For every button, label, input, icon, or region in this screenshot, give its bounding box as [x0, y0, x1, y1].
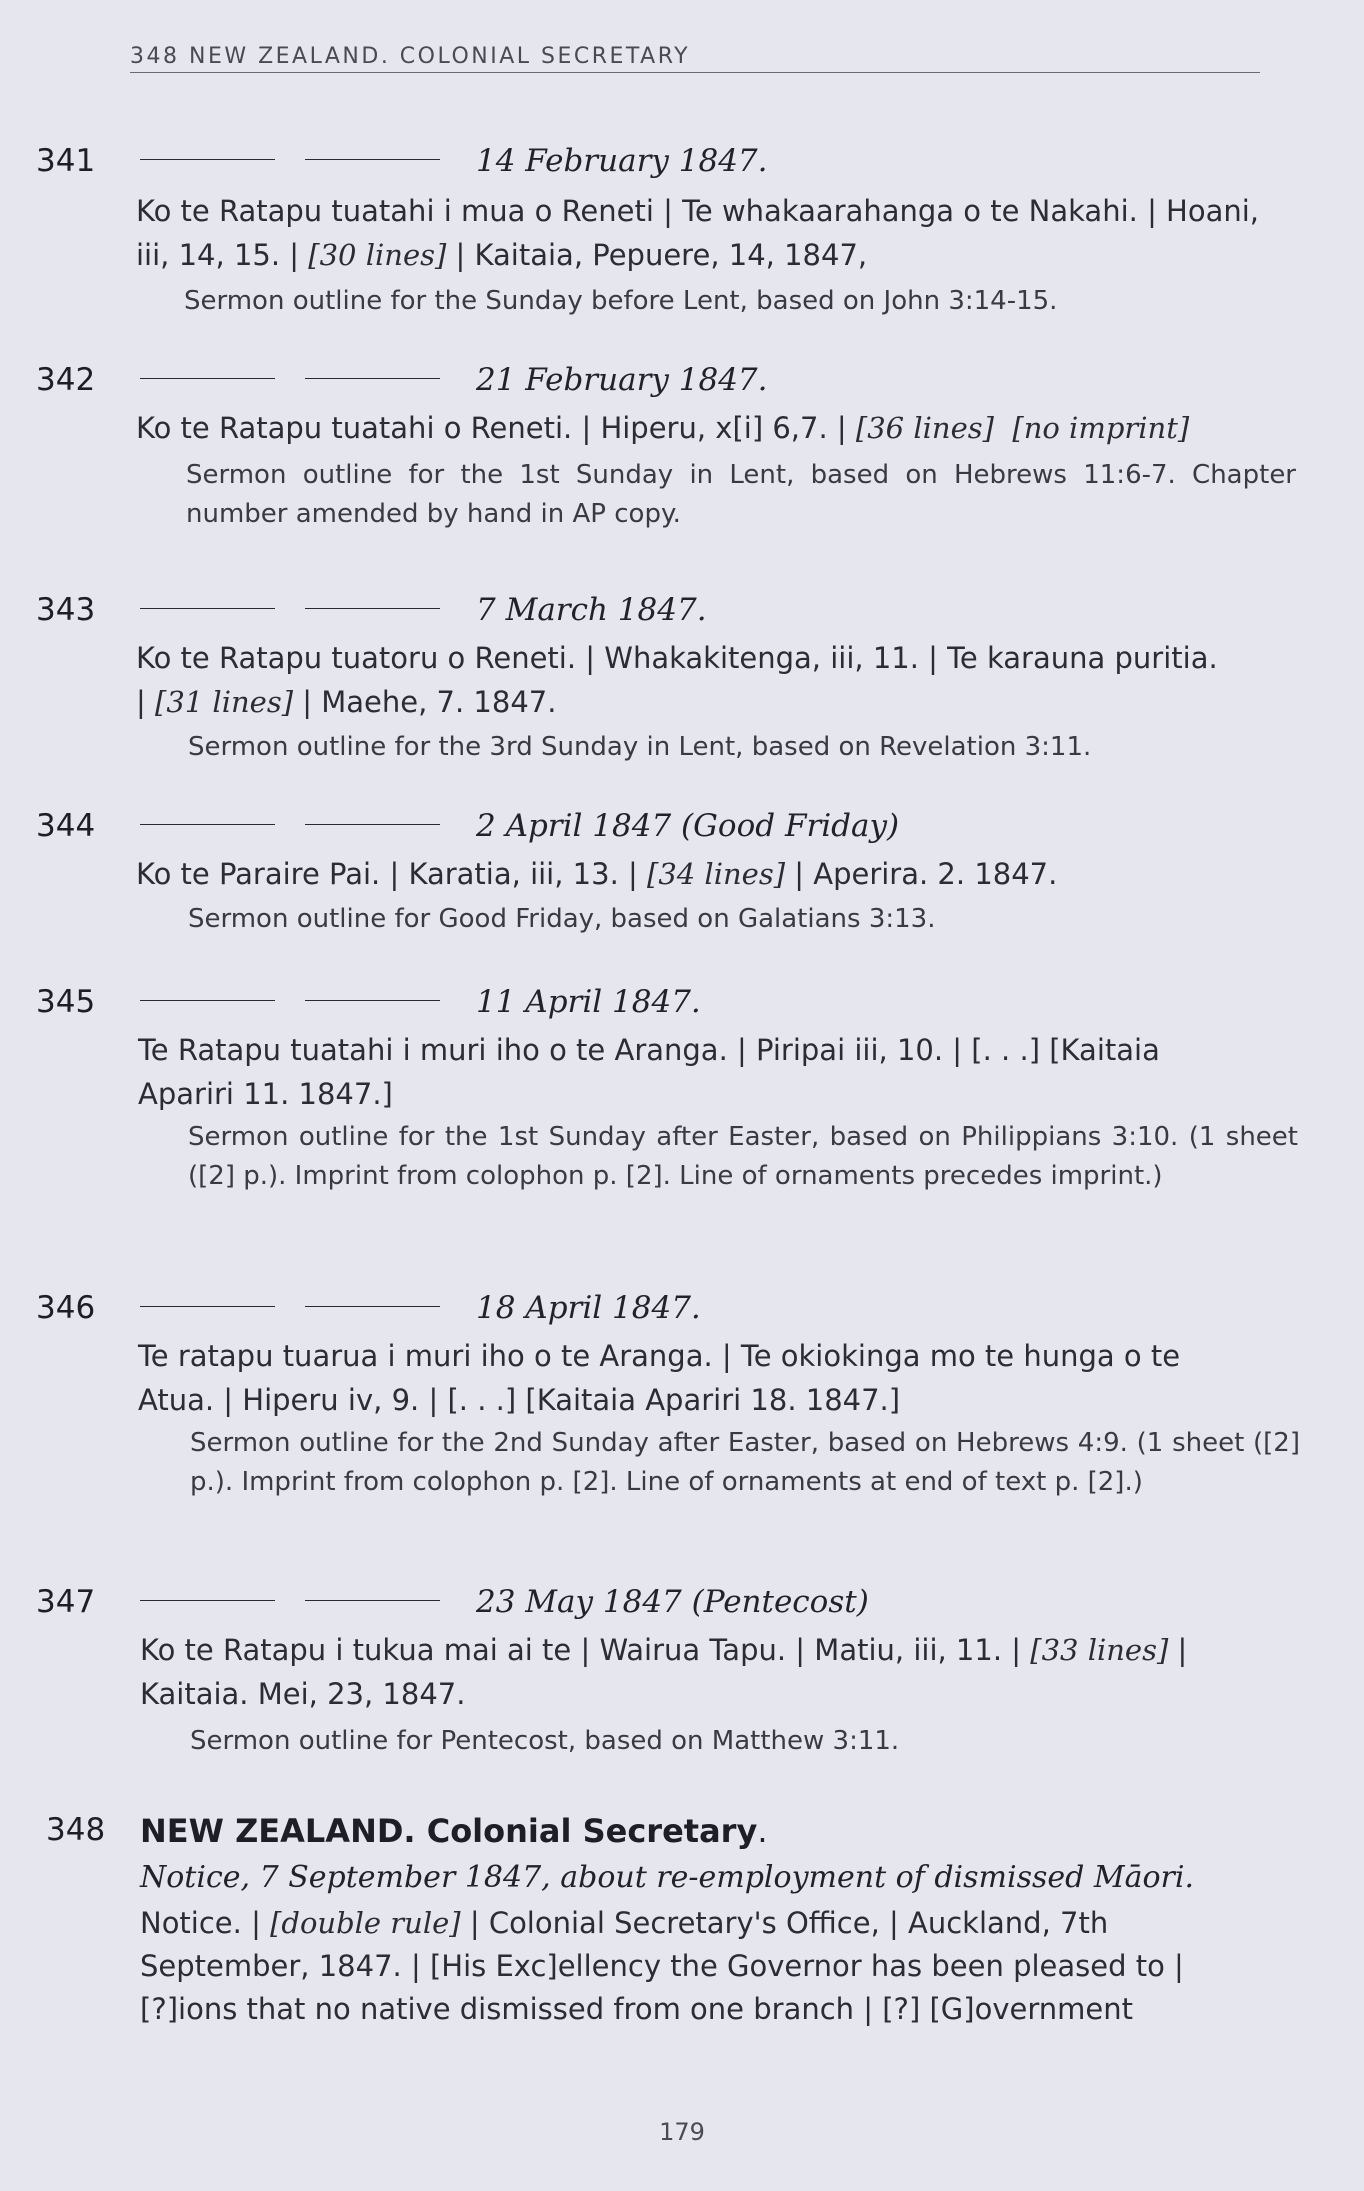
entry-date: 2 April 1847 (Good Friday): [476, 808, 900, 844]
running-head: 348 NEW ZEALAND. COLONIAL SECRETARY: [130, 44, 691, 69]
transcription-italic: [36 lines]: [855, 411, 994, 445]
transcription: [136, 189, 1286, 277]
repeat-dash: [140, 824, 275, 825]
entry-note: Sermon outline for the 1st Sunday in Lent, based on Hebrews 11:6-7. Chapter number amended by hand in AP copy.: [186, 460, 1296, 529]
transcription-text: Atua. | Hiperu iv, 9. | [. . .] [Kaitaia Apariri 18. 1847.]: [138, 1383, 901, 1417]
entry-number: 344: [36, 808, 96, 844]
entry-date: 23 May 1847 (Pentecost): [476, 1584, 869, 1620]
entry-note: Sermon outline for the Sunday before Lent, based on John 3:14-15.: [184, 286, 1058, 316]
repeat-dash: [305, 824, 440, 825]
repeat-dash: [305, 159, 440, 160]
entry-title-line: [140, 362, 1260, 402]
entry-note: Sermon outline for the 3rd Sunday in Lent, based on Revelation 3:11.: [188, 732, 1092, 762]
entry-date: 21 February 1847.: [476, 362, 768, 398]
transcription-italic: [34 lines]: [647, 857, 786, 891]
transcription-italic: [no imprint]: [1012, 411, 1190, 445]
entry-date: 18 April 1847.: [476, 1290, 701, 1326]
transcription: [136, 636, 1286, 724]
entry-number: 345: [36, 984, 96, 1020]
transcription-italic: [31 lines]: [155, 685, 294, 719]
transcription-text: Ko te Ratapu i tukua mai ai te | Wairua Tapu. | Matiu, iii, 11. |: [140, 1633, 1031, 1667]
repeat-dash: [140, 608, 275, 609]
entry-date: 11 April 1847.: [476, 984, 701, 1020]
entry-number: 342: [36, 362, 96, 398]
repeat-dash: [140, 378, 275, 379]
repeat-dash: [305, 608, 440, 609]
entry-note: Sermon outline for the 2nd Sunday after Easter, based on Hebrews 4:9. (1 sheet ([2] p.). Imprint from colophon p. [2]. Line of ornaments at end of text p. [2].): [190, 1428, 1300, 1497]
transcription-text: Ko te Ratapu tuatahi i mua o Reneti | Te whakaarahanga o te Nakahi. | Hoani,: [136, 194, 1260, 228]
repeat-dash: [305, 1306, 440, 1307]
heading-tail: .: [757, 1812, 768, 1850]
entry-date: 7 March 1847.: [476, 592, 707, 628]
entry-number: 346: [36, 1290, 96, 1326]
repeat-dash: [140, 1600, 275, 1601]
transcription-text: Te ratapu tuarua i muri iho o te Aranga. | Te okiokinga mo te hunga o te: [138, 1339, 1181, 1373]
transcription-italic: [33 lines]: [1030, 1633, 1169, 1667]
entry-title-line: [140, 1290, 1260, 1330]
repeat-dash: [140, 1000, 275, 1001]
entry-title-line: [140, 1584, 1260, 1624]
transcription-text: Kaitaia. Mei, 23, 1847.: [140, 1677, 466, 1711]
page-number: 179: [659, 2118, 705, 2146]
transcription-text: | Aperira. 2. 1847.: [785, 857, 1058, 891]
transcription-text: Ko te Paraire Pai. | Karatia, iii, 13. |: [136, 857, 647, 891]
transcription-text: | Maehe, 7. 1847.: [293, 685, 557, 719]
entry-date: 14 February 1847.: [476, 143, 768, 179]
transcription: [140, 1902, 1290, 2031]
transcription-text: |: [1168, 1633, 1188, 1667]
transcription: [136, 852, 1286, 896]
entry-note: Sermon outline for Good Friday, based on Galatians 3:13.: [188, 904, 936, 934]
transcription-text: [?]ions that no native dismissed from one branch | [?] [G]overnment: [140, 1992, 1133, 2026]
header-rule: [130, 72, 1260, 73]
transcription-text: Notice. |: [140, 1906, 271, 1940]
transcription-italic: [double rule]: [270, 1906, 461, 1940]
entry-title-line: [140, 808, 1260, 848]
transcription-text: Ko te Ratapu tuatoru o Reneti. | Whakakitenga, iii, 11. | Te karauna puritia.: [136, 641, 1218, 675]
transcription-text: iii, 14, 15. |: [136, 238, 309, 272]
repeat-dash: [140, 159, 275, 160]
heading-bold: NEW ZEALAND. Colonial Secretary: [140, 1812, 758, 1850]
transcription: [138, 1028, 1288, 1116]
entry-subtitle: Notice, 7 September 1847, about re-employment of dismissed Māori.: [140, 1860, 1195, 1895]
entry-number: 341: [36, 143, 96, 179]
entry-note: Sermon outline for Pentecost, based on Matthew 3:11.: [190, 1726, 900, 1756]
transcription-text: Apariri 11. 1847.]: [138, 1077, 393, 1111]
transcription-text: Ko te Ratapu tuatahi o Reneti. | Hiperu, x[i] 6,7. |: [136, 411, 856, 445]
transcription: [136, 406, 1286, 450]
entry-title-line: [140, 984, 1260, 1024]
transcription-text: September, 1847. | [His Exc]ellency the Governor has been pleased to |: [140, 1949, 1184, 1983]
transcription-text: |: [136, 685, 155, 719]
entry-title-line: [140, 592, 1260, 632]
entry-title-line: [140, 143, 1260, 183]
entry-number: 348: [46, 1812, 106, 1848]
repeat-dash: [140, 1306, 275, 1307]
transcription-text: Te Ratapu tuatahi i muri iho o te Aranga. | Piripai iii, 10. | [. . .] [Kaitaia: [138, 1033, 1160, 1067]
entry-note: Sermon outline for the 1st Sunday after Easter, based on Philippians 3:10. (1 sheet ([2] p.). Imprint from colophon p. [2]. Line of ornaments precedes imprint.): [188, 1122, 1298, 1191]
transcription: [140, 1628, 1290, 1716]
entry-heading: [140, 1812, 767, 1850]
transcription: [138, 1334, 1288, 1422]
repeat-dash: [305, 1600, 440, 1601]
transcription-italic: [30 lines]: [308, 238, 447, 272]
repeat-dash: [305, 378, 440, 379]
entry-number: 347: [36, 1584, 96, 1620]
entry-number: 343: [36, 592, 96, 628]
repeat-dash: [305, 1000, 440, 1001]
transcription-text: | Kaitaia, Pepuere, 14, 1847,: [446, 238, 868, 272]
transcription-text: | Colonial Secretary's Office, | Auckland, 7th: [460, 1906, 1109, 1940]
